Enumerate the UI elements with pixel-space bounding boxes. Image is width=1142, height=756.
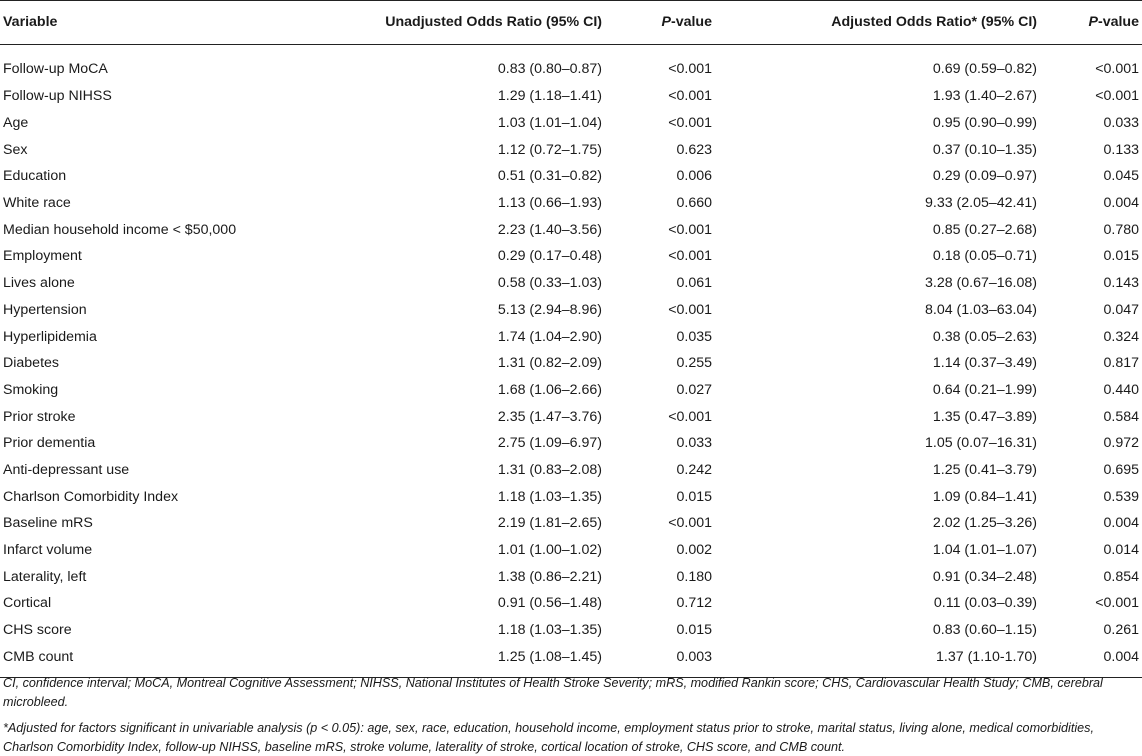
cell-variable: Infarct volume	[3, 542, 93, 559]
cell-unadjusted-or: 1.18 (1.03–1.35)	[497, 622, 602, 639]
cell-variable: Prior dementia	[3, 435, 96, 452]
cell-p-value-adjusted: 0.004	[1040, 643, 1142, 677]
table-row	[0, 537, 1142, 564]
cell-p-value-unadjusted: <0.001	[668, 88, 712, 105]
cell-p-value-adjusted: 0.014	[1103, 542, 1139, 559]
cell-p-value-unadjusted: 0.003	[605, 643, 715, 677]
header-p-letter: P	[661, 13, 671, 30]
cell-variable: Median household income < $50,000	[3, 221, 237, 238]
cell-p-value-adjusted: 0.854	[1103, 568, 1139, 585]
cell-p-value-adjusted: 0.695	[1103, 461, 1139, 478]
cell-variable: Employment	[3, 248, 82, 265]
cell-p-value-unadjusted: 0.255	[676, 355, 712, 372]
cell-p-value-unadjusted: 0.660	[676, 195, 712, 212]
cell-variable: Smoking	[3, 381, 59, 398]
header-p-suffix: -value	[670, 13, 712, 30]
table-body	[0, 45, 1142, 678]
table-row	[0, 45, 1142, 84]
cell-p-value-unadjusted: <0.001	[668, 408, 712, 425]
cell-unadjusted-or: 1.74 (1.04–2.90)	[497, 328, 602, 345]
header-p-suffix: -value	[1097, 13, 1139, 30]
cell-adjusted-or: 1.25 (0.41–3.79)	[932, 461, 1037, 478]
cell-p-value-unadjusted: 0.035	[676, 328, 712, 345]
cell-adjusted-or: 0.95 (0.90–0.99)	[932, 115, 1037, 132]
footnote-abbreviations: CI, confidence interval; MoCA, Montreal Cognitive Assessment; NIHSS, National Institutes of Health Stroke Severity; mRS, modified Rankin score; CHS, Cardiovascular Health Study; CMB, cerebral microbleed.	[3, 676, 1103, 709]
cell-unadjusted-or: 0.29 (0.17–0.48)	[497, 248, 602, 265]
cell-unadjusted-or: 1.68 (1.06–2.66)	[497, 381, 602, 398]
cell-p-value-unadjusted: 0.033	[676, 435, 712, 452]
table-row	[0, 617, 1142, 644]
cell-variable: Age	[3, 115, 29, 132]
cell-adjusted-or: 0.29 (0.09–0.97)	[932, 168, 1037, 185]
cell-p-value-unadjusted: <0.001	[668, 248, 712, 265]
cell-adjusted-or: 0.85 (0.27–2.68)	[932, 221, 1037, 238]
header-p-value-adjusted	[1040, 1, 1142, 45]
cell-adjusted-or: 2.02 (1.25–3.26)	[932, 515, 1037, 532]
table-row	[0, 563, 1142, 590]
table-row	[0, 190, 1142, 217]
table-row	[0, 243, 1142, 270]
cell-unadjusted-or: 0.51 (0.31–0.82)	[497, 168, 602, 185]
table-row	[0, 430, 1142, 457]
cell-unadjusted-or: 5.13 (2.94–8.96)	[497, 301, 602, 318]
cell-p-value-adjusted: 0.539	[1103, 488, 1139, 505]
cell-variable: White race	[3, 195, 71, 212]
cell-p-value-adjusted: 0.047	[1103, 301, 1139, 318]
cell-adjusted-or: 0.91 (0.34–2.48)	[932, 568, 1037, 585]
cell-unadjusted-or: 0.58 (0.33–1.03)	[497, 275, 602, 292]
cell-variable: Sex	[3, 141, 28, 158]
cell-unadjusted-or: 1.29 (1.18–1.41)	[497, 88, 602, 105]
cell-p-value-unadjusted: 0.027	[676, 381, 712, 398]
cell-unadjusted-or: 1.31 (0.83–2.08)	[497, 461, 602, 478]
table-row	[0, 163, 1142, 190]
cell-p-value-adjusted: 0.004	[1103, 515, 1139, 532]
cell-p-value-unadjusted: 0.180	[676, 568, 712, 585]
cell-p-value-adjusted: <0.001	[1095, 61, 1139, 77]
cell-p-value-adjusted: 0.780	[1103, 221, 1139, 238]
cell-adjusted-or: 0.38 (0.05–2.63)	[932, 328, 1037, 345]
table-row	[0, 297, 1142, 324]
cell-p-value-unadjusted: 0.623	[676, 141, 712, 158]
cell-adjusted-or: 1.09 (0.84–1.41)	[932, 488, 1037, 505]
cell-adjusted-or: 9.33 (2.05–42.41)	[924, 195, 1037, 212]
header-p-value-unadjusted	[605, 1, 715, 45]
cell-p-value-unadjusted: <0.001	[668, 221, 712, 238]
cell-variable: Education	[3, 168, 67, 185]
cell-p-value-adjusted: 0.045	[1103, 168, 1139, 185]
cell-unadjusted-or: 1.18 (1.03–1.35)	[497, 488, 602, 505]
cell-unadjusted-or: 1.03 (1.01–1.04)	[497, 115, 602, 132]
table-row	[0, 510, 1142, 537]
table-row	[0, 350, 1142, 377]
cell-adjusted-or: 0.37 (0.10–1.35)	[932, 141, 1037, 158]
header-variable: Variable	[0, 1, 285, 45]
cell-p-value-adjusted: 0.584	[1103, 408, 1139, 425]
cell-unadjusted-or: 2.35 (1.47–3.76)	[497, 408, 602, 425]
table-row	[0, 216, 1142, 243]
cell-p-value-unadjusted: 0.015	[676, 488, 712, 505]
cell-unadjusted-or: 1.38 (0.86–2.21)	[497, 568, 602, 585]
cell-variable: Hypertension	[3, 301, 87, 318]
cell-adjusted-or: 1.35 (0.47–3.89)	[932, 408, 1037, 425]
cell-p-value-adjusted: 0.143	[1103, 275, 1139, 292]
cell-p-value-unadjusted: <0.001	[668, 301, 712, 318]
cell-p-value-adjusted: 0.261	[1103, 622, 1139, 639]
cell-variable: Prior stroke	[3, 408, 76, 425]
cell-variable: Charlson Comorbidity Index	[3, 488, 179, 505]
cell-adjusted-or: 0.83 (0.60–1.15)	[932, 622, 1037, 639]
cell-adjusted-or: 8.04 (1.03–63.04)	[924, 301, 1037, 318]
table-row	[0, 136, 1142, 163]
cell-adjusted-or: 0.11 (0.03–0.39)	[933, 595, 1037, 612]
header-adjusted-or: Adjusted Odds Ratio* (95% CI)	[715, 1, 1040, 45]
table-header	[0, 1, 1142, 45]
cell-variable: Follow-up MoCA	[3, 61, 108, 77]
cell-unadjusted-or: 2.19 (1.81–2.65)	[497, 515, 602, 532]
cell-p-value-adjusted: 0.972	[1103, 435, 1139, 452]
table-row	[0, 643, 1142, 677]
cell-adjusted-or: 0.64 (0.21–1.99)	[932, 381, 1037, 398]
header-row	[0, 1, 1142, 45]
cell-variable: Diabetes	[3, 355, 59, 372]
cell-variable: Hyperlipidemia	[3, 328, 97, 345]
cell-adjusted-or: 1.93 (1.40–2.67)	[932, 88, 1037, 105]
cell-unadjusted-or: 2.75 (1.09–6.97)	[497, 435, 602, 452]
cell-unadjusted-or: 0.91 (0.56–1.48)	[497, 595, 602, 612]
cell-adjusted-or: 1.37 (1.10-1.70)	[715, 643, 1040, 677]
cell-p-value-unadjusted: <0.001	[668, 115, 712, 132]
table-row	[0, 270, 1142, 297]
cell-p-value-unadjusted: <0.001	[668, 515, 712, 532]
table-footnotes	[3, 674, 1133, 756]
table-row	[0, 110, 1142, 137]
table-row	[0, 457, 1142, 484]
cell-p-value-adjusted: 0.015	[1103, 248, 1139, 265]
cell-p-value-unadjusted: 0.242	[676, 461, 712, 478]
cell-variable: Cortical	[3, 595, 52, 612]
cell-unadjusted-or: 0.83 (0.80–0.87)	[497, 61, 602, 77]
table-row	[0, 403, 1142, 430]
cell-p-value-unadjusted: <0.001	[668, 61, 712, 77]
cell-variable: Baseline mRS	[3, 515, 93, 532]
footnote-adjusted: *Adjusted for factors significant in univariable analysis (p < 0.05): age, sex, race, education, household income, employment status prior to stroke, marital status, living alone, medical comorbidities, Charlson Comorbidity Index, follow-up NIHSS, baseline mRS, stroke volume, laterality of stroke, cortical location of stroke, CHS score, and CMB count.	[3, 721, 1094, 754]
cell-variable: Lives alone	[3, 275, 75, 292]
cell-adjusted-or: 3.28 (0.67–16.08)	[924, 275, 1037, 292]
cell-adjusted-or: 0.18 (0.05–0.71)	[932, 248, 1037, 265]
cell-p-value-unadjusted: 0.002	[676, 542, 712, 559]
cell-p-value-adjusted: 0.817	[1103, 355, 1139, 372]
cell-unadjusted-or: 1.13 (0.66–1.93)	[497, 195, 602, 212]
table-row	[0, 83, 1142, 110]
cell-adjusted-or: 1.14 (0.37–3.49)	[932, 355, 1037, 372]
cell-unadjusted-or: 1.12 (0.72–1.75)	[497, 141, 602, 158]
cell-unadjusted-or: 1.25 (1.08–1.45)	[285, 643, 605, 677]
cell-adjusted-or: 1.05 (0.07–16.31)	[924, 435, 1037, 452]
cell-p-value-adjusted: 0.033	[1103, 115, 1139, 132]
cell-unadjusted-or: 2.23 (1.40–3.56)	[497, 221, 602, 238]
cell-variable: CMB count	[0, 643, 285, 677]
cell-p-value-adjusted: 0.440	[1103, 381, 1139, 398]
cell-p-value-unadjusted: 0.712	[676, 595, 712, 612]
table-row	[0, 590, 1142, 617]
header-p-letter: P	[1088, 13, 1098, 30]
cell-p-value-adjusted: <0.001	[1095, 88, 1139, 105]
cell-p-value-unadjusted: 0.006	[676, 168, 712, 185]
cell-variable: Laterality, left	[3, 568, 87, 585]
cell-p-value-adjusted: 0.004	[1103, 195, 1139, 212]
cell-p-value-unadjusted: 0.015	[676, 622, 712, 639]
cell-adjusted-or: 1.04 (1.01–1.07)	[932, 542, 1037, 559]
table-row	[0, 377, 1142, 404]
cell-variable: Anti-depressant use	[3, 461, 130, 478]
cell-unadjusted-or: 1.01 (1.00–1.02)	[497, 542, 602, 559]
cell-adjusted-or: 0.69 (0.59–0.82)	[932, 61, 1037, 77]
cell-p-value-adjusted: <0.001	[1095, 595, 1139, 612]
header-unadjusted-or: Unadjusted Odds Ratio (95% CI)	[285, 1, 605, 45]
cell-p-value-adjusted: 0.324	[1103, 328, 1139, 345]
cell-p-value-adjusted: 0.133	[1103, 141, 1139, 158]
cell-variable: CHS score	[3, 622, 72, 639]
cell-p-value-unadjusted: 0.061	[676, 275, 712, 292]
cell-unadjusted-or: 1.31 (0.82–2.09)	[497, 355, 602, 372]
table-row	[0, 323, 1142, 350]
table-row	[0, 483, 1142, 510]
cell-variable: Follow-up NIHSS	[3, 88, 112, 105]
